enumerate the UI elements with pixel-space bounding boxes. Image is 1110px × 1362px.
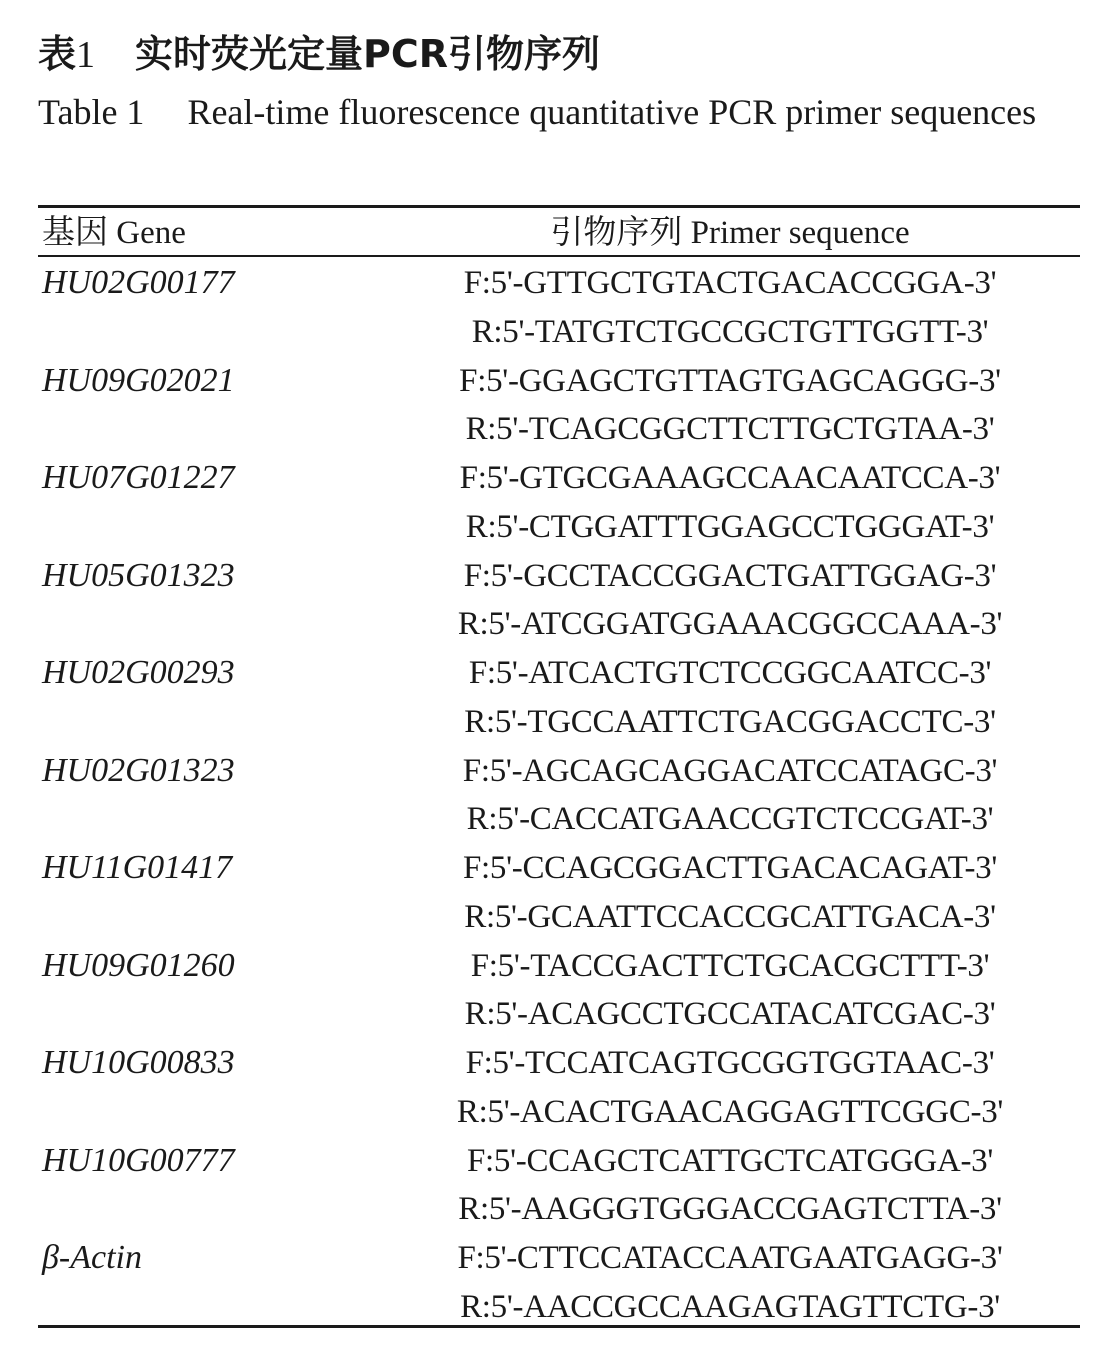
caption-cn-label: 表 xyxy=(38,32,77,76)
header-primer-sequence xyxy=(430,208,1030,256)
reverse-primer: R:5'-GCAATTCCACCGCATTGACA-3' xyxy=(464,898,996,935)
header-gene-cn: 基因 xyxy=(42,212,108,251)
reverse-primer: R:5'-TATGTCTGCCGCTGTTGGTT-3' xyxy=(471,313,989,350)
reverse-primer: R:5'-AACCGCCAAGAGTAGTTCTG-3' xyxy=(460,1288,1000,1325)
table-bottom-rule xyxy=(38,1325,1080,1328)
table-row xyxy=(38,942,1080,1040)
header-seq-cn: 引物序列 xyxy=(550,212,683,251)
table-row xyxy=(38,649,1080,747)
gene-name: β-Actin xyxy=(42,1239,143,1276)
reverse-primer: R:5'-ATCGGATGGAAACGGCCAAA-3' xyxy=(457,606,1003,643)
reverse-primer: R:5'-TGCCAATTCTGACGGACCTC-3' xyxy=(464,703,996,740)
table-header-rule xyxy=(38,255,1080,257)
table-row xyxy=(38,1039,1080,1137)
forward-primer: F:5'-AGCAGCAGGACATCCATAGC-3' xyxy=(462,752,998,789)
caption-english xyxy=(38,84,1080,140)
caption-cn-number: 1 xyxy=(76,34,96,76)
gene-name: HU10G00777 xyxy=(42,1141,235,1179)
gene-name: HU02G01323 xyxy=(42,751,235,789)
caption-cn-title: 实时荧光定量PCR引物序列 xyxy=(135,32,601,76)
forward-primer: F:5'-GCCTACCGGACTGATTGGAG-3' xyxy=(463,557,997,594)
reverse-primer: R:5'-ACAGCCTGCCATACATCGAC-3' xyxy=(464,996,996,1033)
header-seq-en: Primer sequence xyxy=(690,215,910,251)
forward-primer: F:5'-GTTGCTGTACTGACACCGGA-3' xyxy=(463,265,997,301)
forward-primer: F:5'-TACCGACTTCTGCACGCTTT-3' xyxy=(470,947,990,984)
gene-name: HU09G01260 xyxy=(42,946,235,984)
forward-primer: F:5'-CTTCCATACCAATGAATGAGG-3' xyxy=(457,1240,1003,1276)
forward-primer: F:5'-GTGCGAAAGCCAACAATCCA-3' xyxy=(459,460,1001,496)
reverse-primer: R:5'-ACACTGAACAGGAGTTCGGC-3' xyxy=(456,1093,1004,1130)
table-row xyxy=(38,454,1080,552)
table-row xyxy=(38,1234,1080,1332)
forward-primer: F:5'-CCAGCGGACTTGACACAGAT-3' xyxy=(463,850,997,886)
table-row xyxy=(38,747,1080,845)
forward-primer: F:5'-TCCATCAGTGCGGTGGTAAC-3' xyxy=(465,1045,995,1081)
reverse-primer: R:5'-CTGGATTTGGAGCCTGGGAT-3' xyxy=(465,508,995,545)
gene-name: HU11G01417 xyxy=(42,849,233,886)
reverse-primer: R:5'-TCAGCGGCTTCTTGCTGTAA-3' xyxy=(465,411,995,448)
table-row xyxy=(38,259,1080,357)
gene-name: HU07G01227 xyxy=(42,459,235,496)
gene-name: HU02G00293 xyxy=(42,654,235,691)
gene-name: HU09G02021 xyxy=(42,361,235,399)
caption-en-title: Real-time fluorescence quantitative PCR primer sequences xyxy=(187,92,1037,132)
caption-en-label: Table 1 xyxy=(38,92,145,132)
caption-chinese xyxy=(38,28,600,81)
table-body xyxy=(38,259,1080,1332)
forward-primer: F:5'-ATCACTGTCTCCGGCAATCC-3' xyxy=(468,655,992,691)
table-row xyxy=(38,357,1080,455)
gene-name: HU05G01323 xyxy=(42,556,235,594)
reverse-primer: R:5'-AAGGGTGGGACCGAGTCTTA-3' xyxy=(458,1191,1002,1228)
header-gene xyxy=(42,208,186,256)
forward-primer: F:5'-CCAGCTCATTGCTCATGGGA-3' xyxy=(466,1142,993,1179)
gene-name: HU02G00177 xyxy=(42,264,235,301)
forward-primer: F:5'-GGAGCTGTTAGTGAGCAGGG-3' xyxy=(459,362,1001,399)
reverse-primer: R:5'-CACCATGAACCGTCTCCGAT-3' xyxy=(466,801,994,838)
table-row xyxy=(38,844,1080,942)
table-row xyxy=(38,1137,1080,1235)
gene-name: HU10G00833 xyxy=(42,1044,235,1081)
table-row xyxy=(38,552,1080,650)
header-gene-en: Gene xyxy=(116,215,186,251)
